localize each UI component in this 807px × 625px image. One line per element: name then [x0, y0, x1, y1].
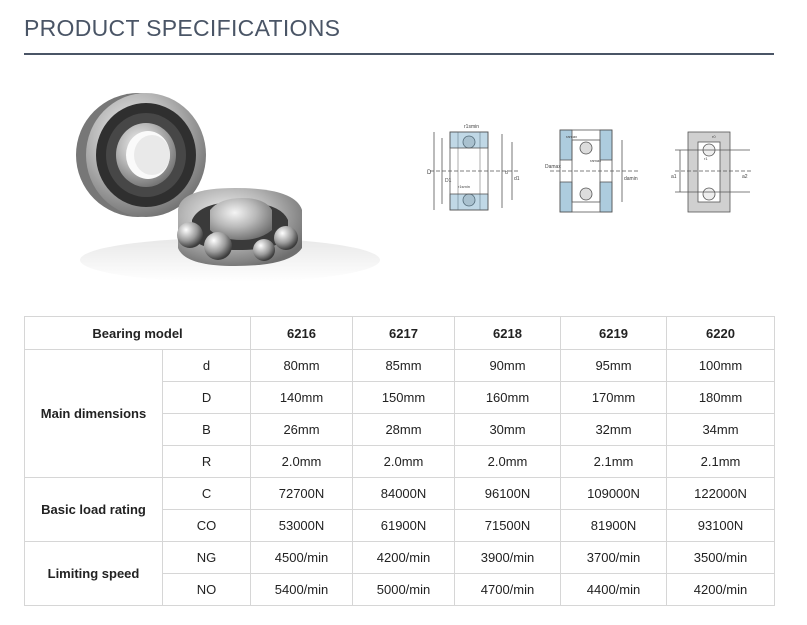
value-cell: 26mm [251, 414, 353, 446]
label-damin: damin [624, 176, 638, 182]
label-r0: r0 [712, 134, 716, 139]
value-cell: 30mm [455, 414, 561, 446]
value-cell: 4400/min [561, 574, 667, 606]
value-cell: 160mm [455, 382, 561, 414]
value-cell: 2.1mm [667, 446, 775, 478]
value-cell: 84000N [353, 478, 455, 510]
group-basic-load-rating: Basic load rating [25, 478, 163, 542]
header-model-label: Bearing model [25, 317, 251, 350]
param-cell: d [163, 350, 251, 382]
param-cell: R [163, 446, 251, 478]
mounting-diagram-shaft [675, 132, 752, 212]
value-cell: 53000N [251, 510, 353, 542]
model-6220: 6220 [667, 317, 775, 350]
table-row [25, 350, 775, 382]
value-cell: 3900/min [455, 542, 561, 574]
value-cell: 3500/min [667, 542, 775, 574]
value-cell: 170mm [561, 382, 667, 414]
value-cell: 3700/min [561, 542, 667, 574]
value-cell: 2.1mm [561, 446, 667, 478]
value-cell: 72700N [251, 478, 353, 510]
value-cell: 61900N [353, 510, 455, 542]
value-cell: 4200/min [667, 574, 775, 606]
label-r1: r1 [704, 156, 708, 161]
label-D: D [427, 170, 432, 176]
model-6216: 6216 [251, 317, 353, 350]
value-cell: 71500N [455, 510, 561, 542]
value-cell: 2.0mm [455, 446, 561, 478]
value-cell: 93100N [667, 510, 775, 542]
label-Damax: Damax [545, 164, 561, 170]
value-cell: 80mm [251, 350, 353, 382]
header-row [25, 317, 775, 350]
label-d: d [505, 170, 508, 176]
value-cell: 5400/min [251, 574, 353, 606]
value-cell: 85mm [353, 350, 455, 382]
model-6219: 6219 [561, 317, 667, 350]
label-a2: a2 [742, 174, 748, 180]
table-row [25, 542, 775, 574]
value-cell: 100mm [667, 350, 775, 382]
param-cell: B [163, 414, 251, 446]
value-cell: 4500/min [251, 542, 353, 574]
value-cell: 180mm [667, 382, 775, 414]
value-cell: 34mm [667, 414, 775, 446]
title-divider [24, 53, 774, 55]
table-row [25, 478, 775, 510]
value-cell: 150mm [353, 382, 455, 414]
value-cell: 4200/min [353, 542, 455, 574]
label-d1: d1 [514, 176, 520, 182]
value-cell: 95mm [561, 350, 667, 382]
label-a1: a1 [671, 174, 677, 180]
param-cell: NG [163, 542, 251, 574]
bearing-technical-diagrams [420, 120, 760, 220]
param-cell: D [163, 382, 251, 414]
value-cell: 32mm [561, 414, 667, 446]
label-ramax: ramax [566, 134, 578, 139]
label-r1smin: r1smin [464, 124, 480, 130]
label-rsmin: r1smin [458, 184, 471, 189]
group-limiting-speed: Limiting speed [25, 542, 163, 606]
label-ramax-2: ramax [590, 158, 602, 163]
page-title: PRODUCT SPECIFICATIONS [24, 15, 341, 41]
param-cell: C [163, 478, 251, 510]
model-6218: 6218 [455, 317, 561, 350]
group-main-dimensions: Main dimensions [25, 350, 163, 478]
bearing-photo [60, 70, 390, 290]
model-6217: 6217 [353, 317, 455, 350]
value-cell: 2.0mm [353, 446, 455, 478]
param-cell: NO [163, 574, 251, 606]
value-cell: 81900N [561, 510, 667, 542]
value-cell: 109000N [561, 478, 667, 510]
value-cell: 140mm [251, 382, 353, 414]
value-cell: 4700/min [455, 574, 561, 606]
value-cell: 122000N [667, 478, 775, 510]
label-D1: D1 [445, 178, 452, 184]
param-cell: CO [163, 510, 251, 542]
value-cell: 90mm [455, 350, 561, 382]
value-cell: 2.0mm [251, 446, 353, 478]
spec-table [24, 316, 775, 606]
mounting-diagram-housing [550, 130, 640, 212]
value-cell: 5000/min [353, 574, 455, 606]
value-cell: 28mm [353, 414, 455, 446]
value-cell: 96100N [455, 478, 561, 510]
